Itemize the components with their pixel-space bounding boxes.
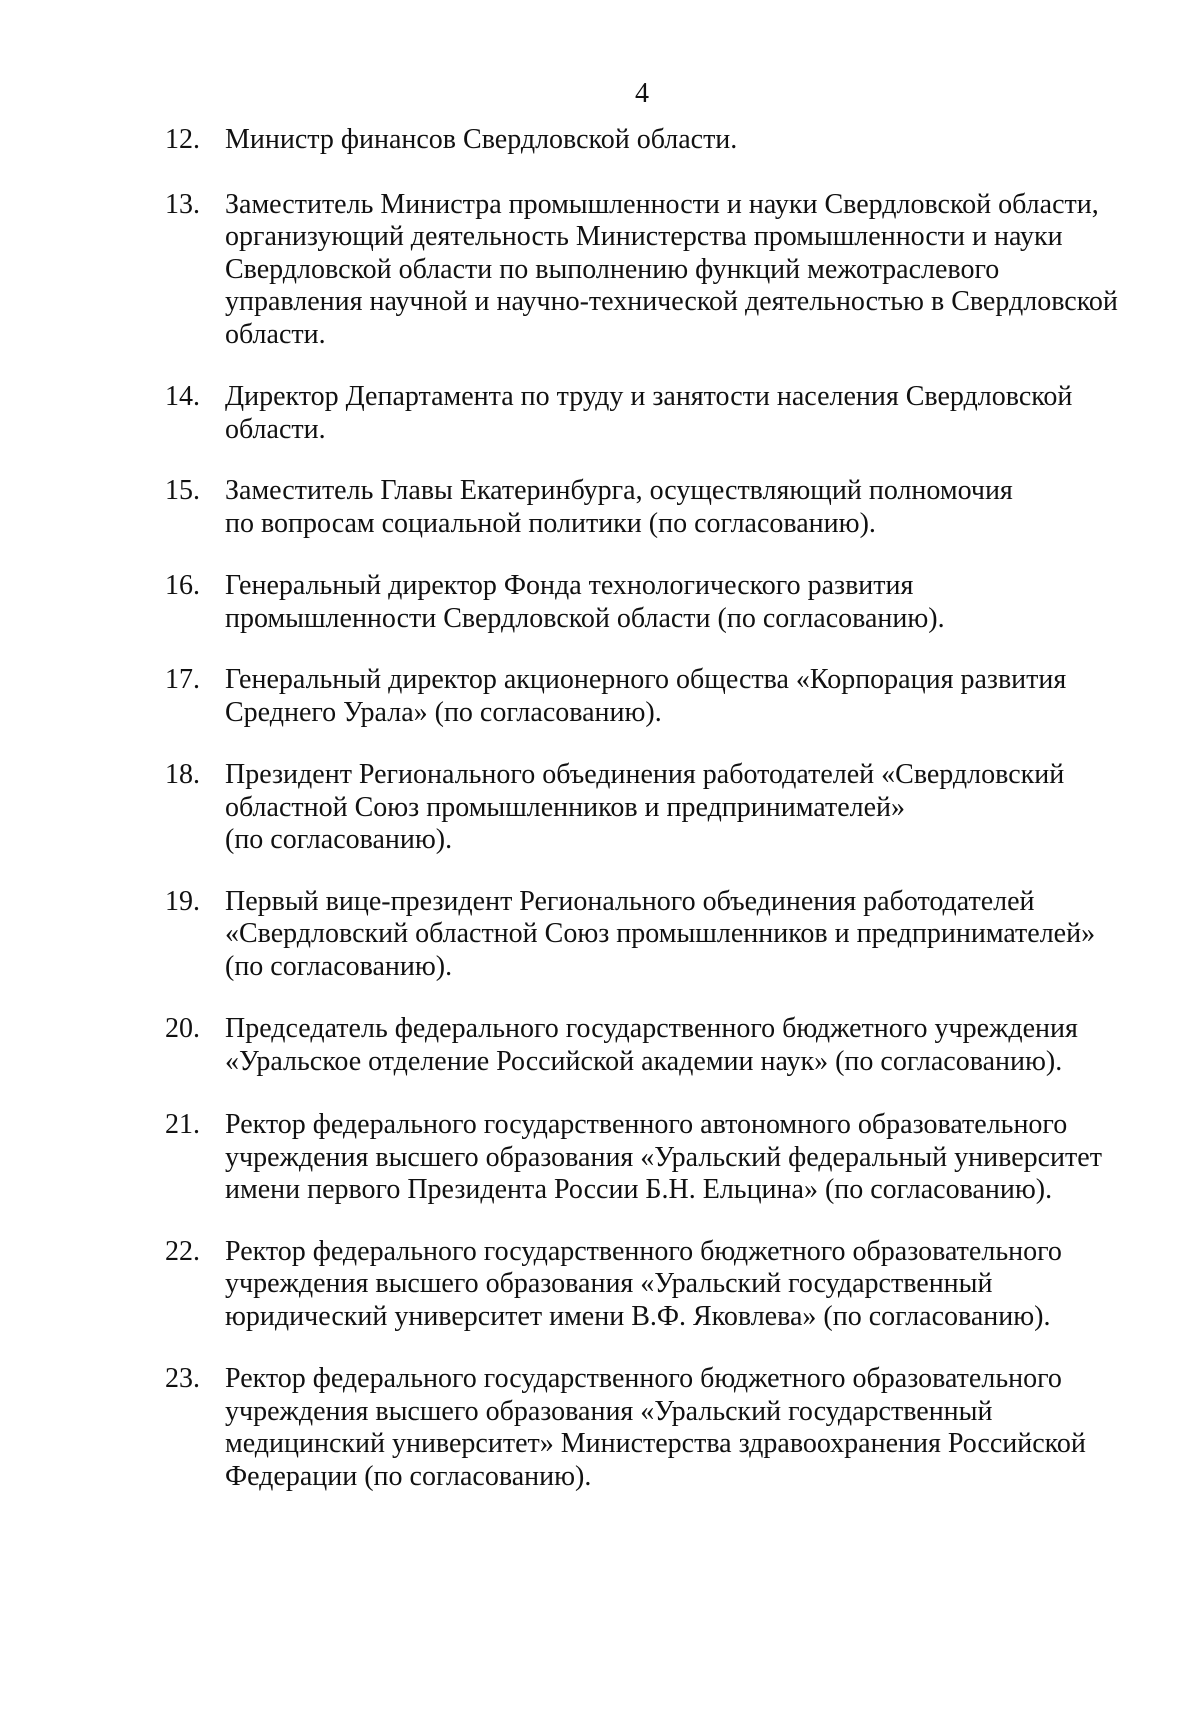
item-text-line: (по согласованию). — [225, 950, 453, 982]
item-number: 15. — [165, 475, 200, 506]
item-text — [225, 759, 1125, 857]
list-item — [165, 664, 1145, 729]
list-item — [165, 570, 1145, 635]
item-text — [225, 1013, 1125, 1078]
list-item — [165, 759, 1145, 857]
item-number: 18. — [165, 759, 200, 790]
item-text-line: областной Союз промышленников и предпринимателей» — [225, 791, 906, 823]
item-text — [225, 124, 1125, 157]
item-text-line: «Уральское отделение Российской академии наук» (по согласованию). — [225, 1045, 1063, 1077]
list-item — [165, 1236, 1145, 1334]
item-number: 20. — [165, 1013, 200, 1044]
item-text — [225, 1109, 1125, 1207]
item-text-line: Директор Департамента по труду и занятости населения Свердловской — [225, 381, 1073, 412]
list-item — [165, 1109, 1145, 1207]
item-number: 23. — [165, 1363, 200, 1394]
item-text-line: Президент Регионального объединения работодателей «Свердловский — [225, 759, 1065, 790]
item-text-line: организующий деятельность Министерства промышленности и науки — [225, 221, 1063, 252]
item-number: 19. — [165, 885, 200, 917]
list-item — [165, 886, 1145, 984]
item-text-line: учреждения высшего образования «Уральский государственный — [225, 1268, 993, 1299]
item-text-line: области. — [225, 318, 326, 350]
item-text-line: Первый вице-президент Регионального объединения работодателей — [225, 885, 1035, 917]
item-text — [225, 570, 1125, 635]
item-text-line: учреждения высшего образования «Уральский федеральный университет — [225, 1141, 1102, 1173]
item-text-line: Среднего Урала» (по согласованию). — [225, 696, 662, 728]
item-text-line: Генеральный директор Фонда технологического развития — [225, 570, 914, 601]
item-number: 13. — [165, 188, 200, 220]
item-text — [225, 189, 1125, 352]
item-text-line: медицинский университет» Министерства здравоохранения Российской — [225, 1428, 1086, 1459]
item-text — [225, 1363, 1125, 1493]
item-text — [225, 475, 1125, 540]
item-text-line: области. — [225, 413, 326, 445]
item-text-line: (по согласованию). — [225, 824, 453, 855]
item-text-line: управления научной и научно-технической деятельностью в Свердловской — [225, 286, 1118, 317]
list-item — [165, 381, 1145, 446]
item-text-line: Заместитель Главы Екатеринбурга, осуществляющий полномочия — [225, 475, 1013, 506]
item-text — [225, 381, 1125, 446]
item-text-line: Заместитель Министра промышленности и науки Свердловской области, — [225, 188, 1099, 220]
item-text-line: Ректор федерального государственного бюджетного образовательного — [225, 1363, 1062, 1394]
item-text-line: Министр финансов Свердловской области. — [225, 124, 738, 155]
item-text-line: «Свердловский областной Союз промышленников и предпринимателей» — [225, 918, 1096, 949]
item-text — [225, 1236, 1125, 1334]
item-text-line: Председатель федерального государственного бюджетного учреждения — [225, 1013, 1078, 1044]
item-text-line: Свердловской области по выполнению функций межотраслевого — [225, 253, 1000, 285]
item-text — [225, 664, 1125, 729]
item-text-line: по вопросам социальной политики (по согласованию). — [225, 507, 876, 539]
list-item — [165, 475, 1145, 540]
list-item — [165, 189, 1145, 352]
item-text-line: промышленности Свердловской области (по согласованию). — [225, 602, 945, 634]
item-text-line: Федерации (по согласованию). — [225, 1460, 592, 1492]
member-list — [165, 124, 1145, 1493]
list-item — [165, 1363, 1145, 1493]
list-item — [165, 1013, 1145, 1078]
item-number: 21. — [165, 1109, 200, 1140]
item-number: 12. — [165, 124, 200, 155]
item-number: 22. — [165, 1235, 200, 1267]
item-text — [225, 886, 1125, 984]
item-text-line: Ректор федерального государственного бюджетного образовательного — [225, 1235, 1062, 1267]
item-text-line: имени первого Президента России Б.Н. Ельцина» (по согласованию). — [225, 1174, 1053, 1205]
item-text-line: Генеральный директор акционерного общества «Корпорация развития — [225, 664, 1067, 695]
item-number: 16. — [165, 570, 200, 601]
item-text-line: учреждения высшего образования «Уральский государственный — [225, 1395, 993, 1427]
item-text-line: юридический университет имени В.Ф. Яковлева» (по согласованию). — [225, 1300, 1051, 1332]
list-item — [165, 124, 1145, 157]
item-text-line: Ректор федерального государственного автономного образовательного — [225, 1109, 1068, 1140]
item-number: 17. — [165, 664, 200, 695]
page-number: 4 — [635, 78, 649, 109]
item-number: 14. — [165, 381, 200, 412]
